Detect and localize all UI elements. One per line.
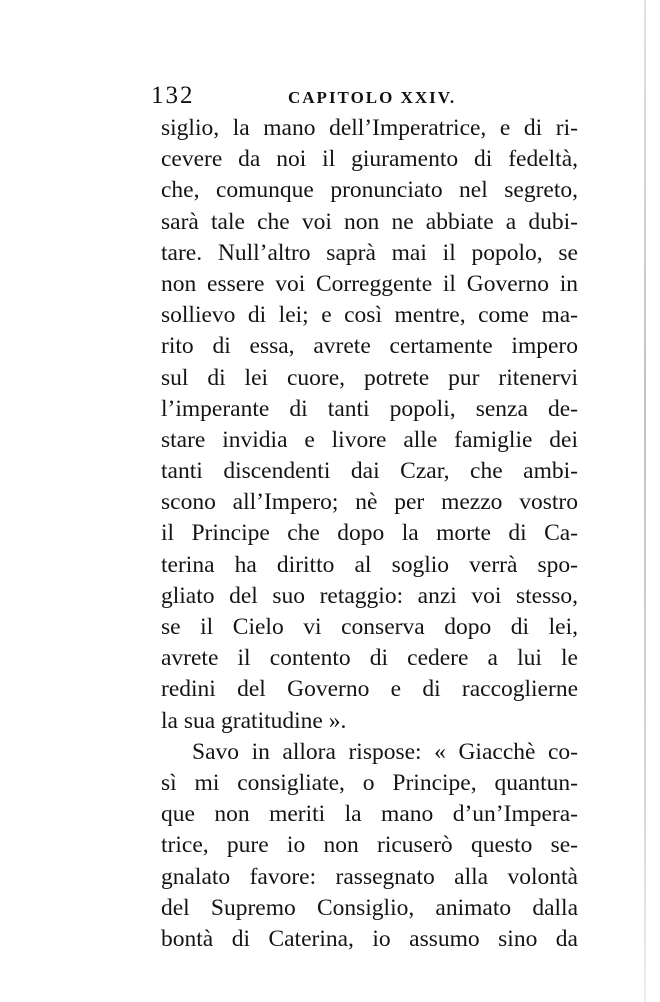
paragraph-end-line: la sua gratitudine ». [161,707,347,734]
text-line: tanti discendenti dai Czar, che ambi- [161,458,578,485]
chapter-title: CAPITOLO XXIV. [288,88,457,107]
text-line: cevere da noi il giuramento di fedeltà, [161,146,578,173]
running-head [151,82,581,112]
text-line: gliato del suo retaggio: anzi voi stesso, [161,582,578,609]
text-line: redini del Governo e di raccoglierne [161,676,578,703]
text-line: tare. Null’altro saprà mai il popolo, se [161,239,578,266]
text-line: gnalato favore: rassegnato alla volontà [161,863,578,890]
text-line: sollievo di lei; e così mentre, come ma- [161,302,578,329]
page-edge [644,0,646,1002]
text-line: siglio, la mano dell’Imperatrice, e di ri- [161,115,578,141]
text-line: che, comunque pronunciato nel segreto, [161,177,578,204]
text-line: avrete il contento di cedere a lui le [161,645,578,672]
text-line: sarà tale che voi non ne abbiate a dubi- [161,208,578,235]
text-line: que non meriti la mano d’un’Impera- [161,801,578,828]
text-line: sì mi consigliate, o Principe, quantun- [161,769,578,796]
text-line: bontà di Caterina, io assumo sino da [161,925,578,952]
text-line: non essere voi Correggente il Governo in [161,270,578,297]
text-line: stare invidia e livore alle famiglie dei [161,426,578,453]
body-text [161,113,578,955]
paragraph-start-line: Savo in allora rispose: « Giacchè co- [192,738,578,765]
text-line: se il Cielo vi conserva dopo di lei, [161,614,578,640]
text-line: l’imperante di tanti popoli, senza de- [161,395,578,422]
text-line: del Supremo Consiglio, animato dalla [161,894,578,921]
page-number: 132 [151,82,195,109]
text-line: scono all’Impero; nè per mezzo vostro [161,489,578,516]
text-line: trice, pure io non ricuserò questo se- [161,832,578,859]
text-line: sul di lei cuore, potrete pur ritenervi [161,364,578,391]
text-line: terina ha diritto al soglio verrà spo- [161,551,578,578]
text-line: rito di essa, avrete certamente impero [161,333,578,360]
text-line: il Principe che dopo la morte di Ca- [161,520,578,547]
